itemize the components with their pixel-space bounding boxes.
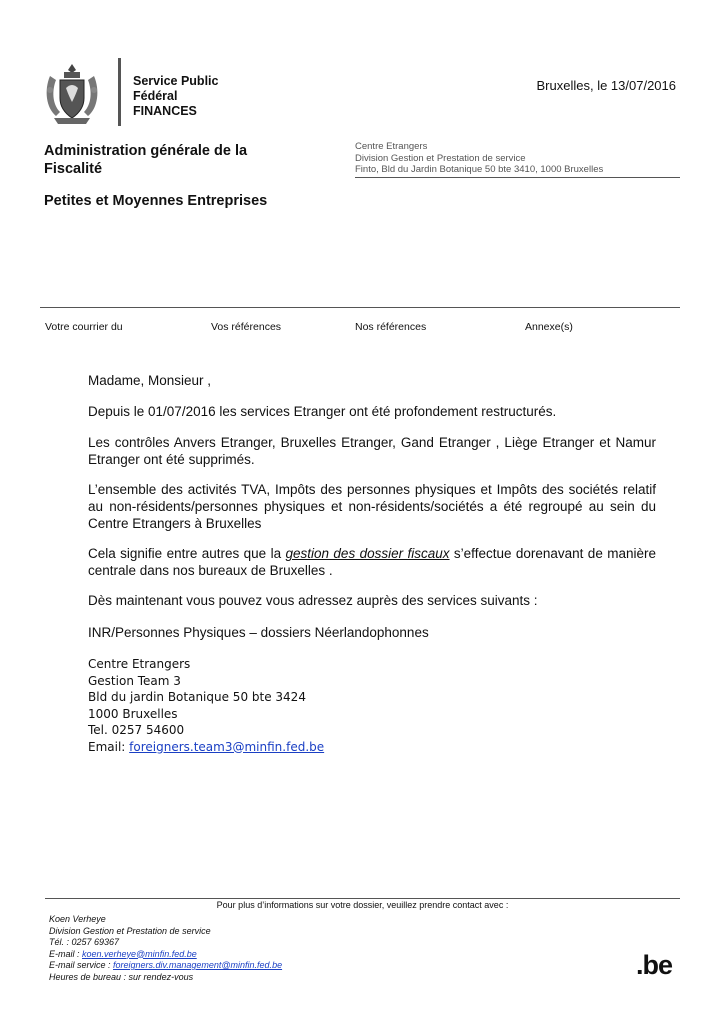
contact-line-1: Centre Etrangers bbox=[88, 657, 191, 671]
org-line-1: Service Public bbox=[133, 74, 219, 88]
reference-divider bbox=[40, 307, 680, 308]
paragraph-3: L’ensemble des activités TVA, Impôts des personnes physiques et Impôts des sociétés relatif au non-résidents/personnes physiques et non-résidents/sociétés a été regroupé au sein du Centre Etrangers à Bruxelles bbox=[88, 482, 656, 531]
org-line-3: FINANCES bbox=[133, 104, 197, 118]
contact-email-row bbox=[88, 739, 324, 756]
footer-divider bbox=[45, 898, 680, 899]
administration-title: Administration générale de la Fiscalité bbox=[44, 143, 248, 177]
paragraph-5: Dès maintenant vous pouvez vous adressez auprès des services suivants : bbox=[88, 593, 538, 608]
footer-tel: Tél. : 0257 69367 bbox=[49, 937, 120, 947]
contact-line-4: 1000 Bruxelles bbox=[88, 706, 178, 721]
footer-service-email-row bbox=[49, 960, 282, 972]
center-line-3: Finto, Bld du Jardin Botanique 50 bte 3410, 1000 Bruxelles bbox=[355, 164, 680, 178]
organization-name bbox=[133, 74, 218, 119]
paragraph-4-end: s’effectue dorenavant de manière centrale dans nos bureaux de Bruxelles . bbox=[88, 546, 656, 578]
be-logo: .be bbox=[636, 950, 673, 980]
center-line-2: Division Gestion et Prestation de service bbox=[355, 152, 526, 164]
paragraph-2: Les contrôles Anvers Etranger, Bruxelles Etranger, Gand Etranger , Liège Etranger et Namur Etranger ont été supprimés. bbox=[88, 435, 656, 467]
contact-line-3: Bld du jardin Botanique 50 bte 3424 bbox=[88, 690, 306, 704]
paragraph-1: Depuis le 01/07/2016 les services Etranger ont été profondement restructurés. bbox=[88, 404, 557, 419]
footer-heading: Pour plus d’informations sur votre dossier, veuillez prendre contact avec : bbox=[216, 900, 509, 910]
contact-email-link[interactable]: foreigners.team3@minfin.fed.be bbox=[129, 739, 325, 754]
ref-annexes: Annexe(s) bbox=[525, 321, 573, 333]
footer-hours: Heures de bureau : sur rendez-vous bbox=[49, 971, 194, 982]
paragraph-4-start: Cela signifie entre autres que la bbox=[88, 546, 286, 561]
header-divider bbox=[118, 58, 121, 126]
salutation: Madame, Monsieur , bbox=[88, 373, 212, 388]
org-line-2: Fédéral bbox=[133, 89, 178, 103]
paragraph-4 bbox=[88, 545, 656, 579]
footer-service-email-link[interactable]: foreigners.div.management@minfin.fed.be bbox=[113, 960, 283, 970]
footer-contact bbox=[49, 914, 282, 983]
footer-email-link[interactable]: koen.verheye@minfin.fed.be bbox=[82, 948, 197, 959]
sender-address bbox=[355, 141, 680, 178]
ref-vos-references: Vos références bbox=[211, 321, 282, 333]
footer-name: Koen Verheye bbox=[49, 914, 106, 924]
footer-division: Division Gestion et Prestation de service bbox=[49, 925, 211, 936]
contact-block bbox=[88, 656, 324, 755]
footer-email-row bbox=[49, 949, 282, 961]
ref-nos-references: Nos références bbox=[355, 321, 427, 333]
footer-email-label: E-mail : bbox=[49, 948, 83, 959]
ref-votre-courrier: Votre courrier du bbox=[45, 321, 123, 333]
contact-email-label: Email: bbox=[88, 739, 130, 754]
belgian-crest-icon bbox=[40, 60, 104, 128]
paragraph-4-emphasis: gestion des dossier fiscaux bbox=[285, 546, 450, 561]
paragraph-6: INR/Personnes Physiques – dossiers Néerlandophonnes bbox=[88, 625, 429, 640]
letter-date: Bruxelles, le 13/07/2016 bbox=[536, 78, 676, 93]
contact-line-2: Gestion Team 3 bbox=[88, 673, 181, 688]
footer-service-email-label: E-mail service : bbox=[49, 960, 114, 970]
department-title: Petites et Moyennes Entreprises bbox=[44, 193, 268, 209]
contact-line-5: Tel. 0257 54600 bbox=[88, 723, 185, 737]
center-line-1: Centre Etrangers bbox=[355, 141, 428, 152]
